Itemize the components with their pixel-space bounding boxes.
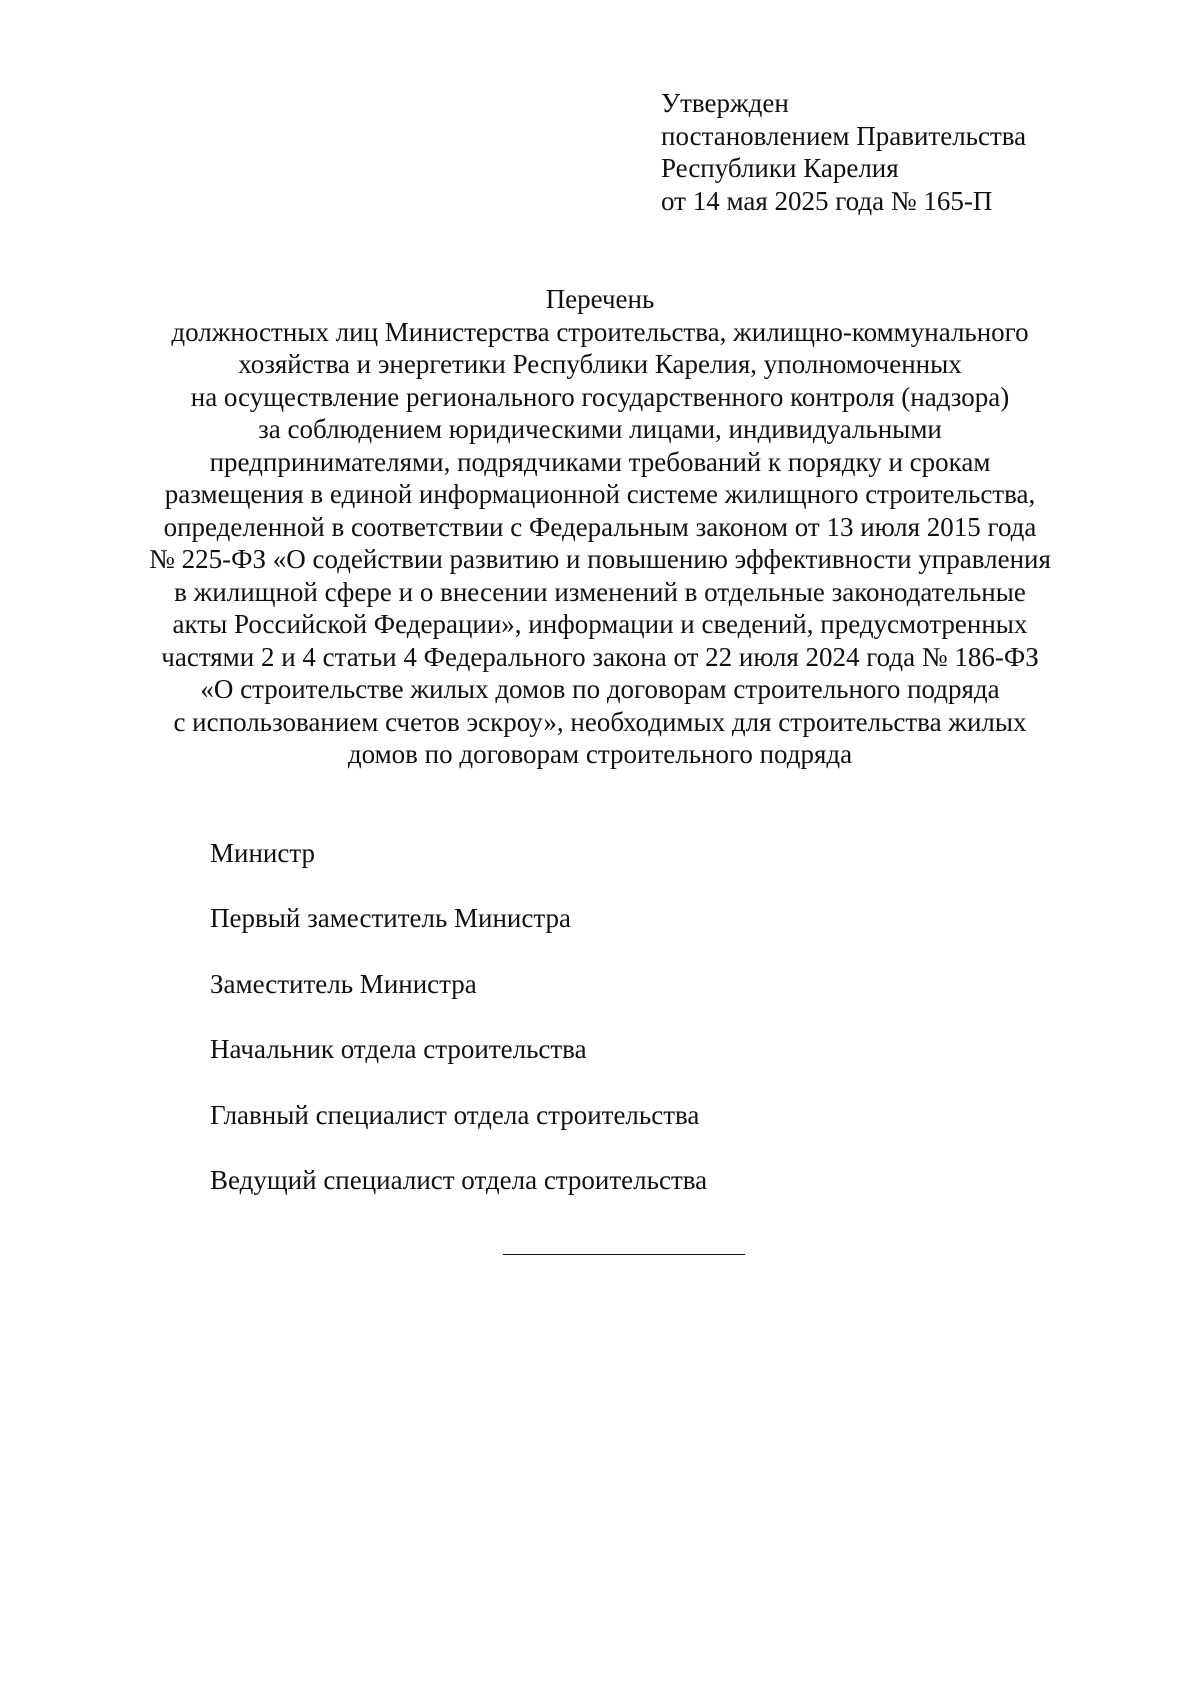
document-heading: Перечень [545, 284, 655, 314]
positions-list [210, 837, 707, 1229]
list-item: Главный специалист отдела строительства [210, 1099, 700, 1130]
title-line: за соблюдением юридическими лицами, индивидуальными [258, 414, 942, 444]
document-title [100, 283, 1100, 771]
title-line: определенной в соответствии с Федеральным законом от 13 июля 2015 года [163, 511, 1037, 542]
title-line: акты Российской Федерации», информации и сведений, предусмотренных [172, 609, 1028, 639]
title-line: частями 2 и 4 статьи 4 Федерального закона от 22 июля 2024 года № 186-ФЗ [161, 641, 1039, 672]
end-divider [503, 1254, 745, 1255]
title-line: домов по договорам строительного подряда [347, 739, 853, 769]
approval-date-number: от 14 мая 2025 года № 165-П [661, 185, 993, 216]
title-line: хозяйства и энергетики Республики Карелия, уполномоченных [238, 349, 962, 379]
title-line: в жилищной сфере и о внесении изменений в отдельные законодательные [174, 576, 1026, 607]
list-item: Ведущий специалист отдела строительства [210, 1164, 708, 1195]
title-line: № 225-ФЗ «О содействии развитию и повышению эффективности управления [149, 544, 1051, 574]
list-item: Первый заместитель Министра [210, 903, 571, 934]
title-line: с использованием счетов эскроу», необходимых для строительства жилых [173, 706, 1027, 737]
approval-stamp [661, 87, 1026, 217]
title-line: «О строительстве жилых домов по договорам строительного подряда [200, 674, 1000, 704]
title-line: размещения в единой информационной системе жилищного строительства, [164, 479, 1036, 509]
approval-line: Республики Карелия [661, 153, 899, 183]
title-line: на осуществление регионального государственного контроля (надзора) [190, 381, 1010, 412]
list-item: Заместитель Министра [210, 968, 477, 999]
list-item: Начальник отдела строительства [210, 1034, 587, 1065]
approval-line: Утвержден [661, 88, 789, 118]
title-line: должностных лиц Министерства строительства, жилищно-коммунального [171, 316, 1029, 347]
list-item: Министр [210, 838, 315, 868]
approval-line: постановлением Правительства [661, 120, 1027, 151]
title-line: предпринимателями, подрядчиками требований к порядку и срокам [209, 446, 991, 477]
